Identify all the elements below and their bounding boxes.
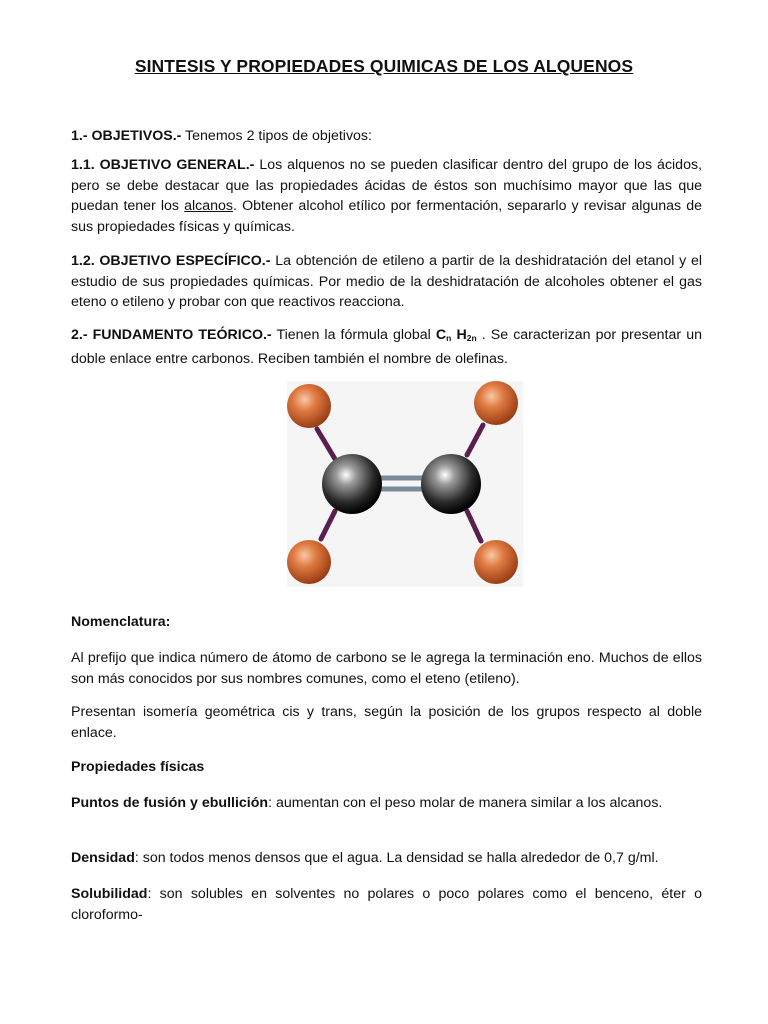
carbon-atom-right (421, 454, 481, 514)
objetivo-especifico-text: La obtención de etileno a partir de la deshidratación del etanol y el estudio de sus propiedades químicas. Por medio de la deshidratación de alcoholes obtener el gas eteno o etileno y probar con que reactivos reacciona. (71, 253, 703, 310)
formula-c-subscript: n (446, 333, 452, 343)
objetivos-paragraph (71, 126, 702, 147)
solubilidad-paragraph (71, 884, 702, 925)
carbon-atom-left (322, 454, 382, 514)
nomenclatura-paragraph-2: Presentan isomería geométrica cis y trans, según la posición de los grupos respecto al doble enlace. (71, 704, 702, 741)
fusion-label: Puntos de fusión y ebullición (71, 795, 269, 811)
formula-c: C (435, 327, 447, 343)
fusion-paragraph (71, 793, 702, 814)
ethylene-molecule-image (287, 381, 523, 587)
fundamento-label: 2.- FUNDAMENTO TEÓRICO.- (71, 327, 272, 343)
alcanos-link[interactable]: alcanos (184, 198, 234, 214)
objetivos-label: 1.- OBJETIVOS.- (71, 128, 182, 144)
solubilidad-text: : son solubles en solventes no polares o poco polares como el benceno, éter o cloroformo- (71, 886, 702, 923)
objetivos-text: Tenemos 2 tipos de objetivos: (181, 128, 372, 144)
nomenclatura-heading: Nomenclatura: (71, 614, 171, 630)
hydrogen-atom-bottom-left (287, 540, 331, 584)
objetivo-general-paragraph (71, 155, 702, 237)
document-title: SINTESIS Y PROPIEDADES QUIMICAS DE LOS ALQUENOS (134, 56, 634, 76)
fundamento-text-before: Tienen la fórmula global (271, 327, 436, 343)
objetivo-general-text-after: . Obtener alcohol etílico por fermentación, separarlo y revisar algunas de sus propiedades físicas y químicas. (71, 198, 702, 235)
objetivo-especifico-paragraph (71, 251, 702, 313)
fundamento-paragraph (71, 325, 702, 369)
formula-h: H (456, 327, 467, 343)
densidad-paragraph (71, 848, 702, 869)
formula-h-subscript: 2n (466, 333, 477, 343)
objetivo-especifico-label: 1.2. OBJETIVO ESPECÍFICO.- (71, 253, 271, 269)
hydrogen-atom-top-left (287, 384, 331, 428)
hydrogen-atom-top-right (474, 381, 518, 425)
solubilidad-label: Solubilidad (71, 886, 148, 902)
objetivo-general-label: 1.1. OBJETIVO GENERAL.- (71, 157, 255, 173)
propiedades-heading: Propiedades físicas (71, 759, 205, 775)
fusion-text: : aumentan con el peso molar de manera similar a los alcanos. (268, 795, 663, 811)
hydrogen-atom-bottom-right (474, 540, 518, 584)
fundamento-text-after: . Se caracterizan por presentar un doble enlace entre carbonos. Reciben también el nombre de olefinas. (71, 327, 702, 367)
objetivo-general-text-before: Los alquenos no se pueden clasificar dentro del grupo de los ácidos, pero se debe destacar que las propiedades ácidas de éstos son muchísimo mayor que las que puedan tener los (71, 157, 703, 214)
nomenclatura-paragraph-1: Al prefijo que indica número de átomo de carbono se le agrega la terminación eno. Muchos de ellos son más conocidos por sus nombres comunes, como el eteno (etileno). (71, 650, 702, 687)
densidad-text: : son todos menos densos que el agua. La densidad se halla alrededor de 0,7 g/ml. (134, 850, 659, 866)
densidad-label: Densidad (71, 850, 135, 866)
double-bond (379, 478, 423, 489)
